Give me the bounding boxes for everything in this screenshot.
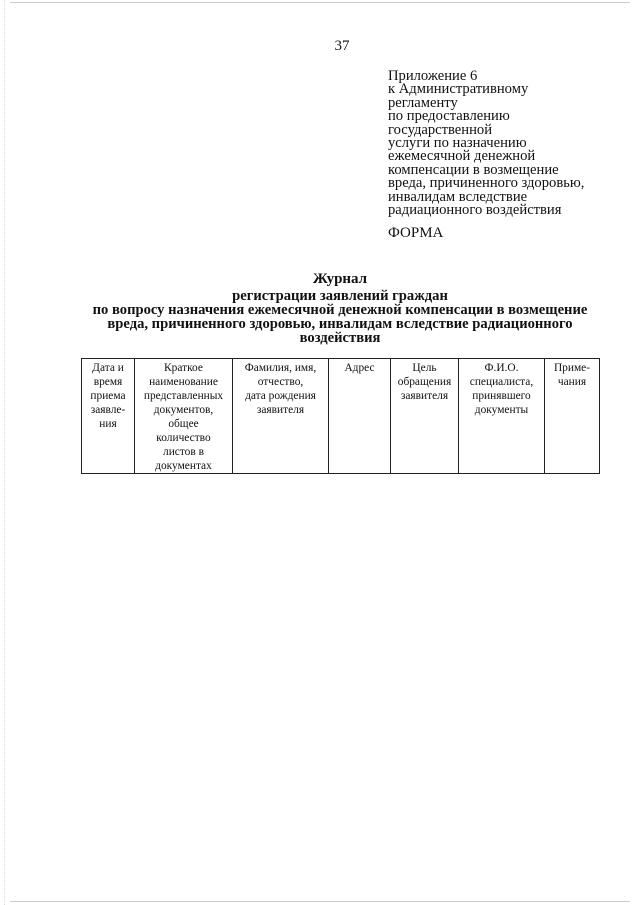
annex-line: вреда, причиненного здоровью, <box>388 175 585 192</box>
journal-title <box>60 272 620 345</box>
annex-line: по предоставлению <box>388 108 510 125</box>
form-label: ФОРМА <box>388 225 444 241</box>
annex-line: к Административному <box>388 81 529 98</box>
annex-line: ежемесячной денежной <box>388 148 536 165</box>
annex-block <box>388 70 633 217</box>
annex-line: компенсации в возмещение <box>388 161 559 178</box>
column-header-purpose: Цель обращения заявителя <box>391 359 459 474</box>
title-line-journal: Журнал <box>312 271 368 287</box>
annex-line: инвалидам вследствие <box>388 188 528 205</box>
annex-line: услуги по назначению <box>388 135 527 152</box>
journal-table <box>81 358 600 474</box>
table-header-row <box>82 359 600 474</box>
page-top-edge <box>10 2 630 3</box>
column-header-documents: Краткое наименование представленных документов, общее количество листов в документах <box>135 359 233 474</box>
annex-line: государственной <box>388 121 493 138</box>
column-header-address: Адрес <box>329 359 391 474</box>
page-number: 37 <box>334 38 350 54</box>
column-header-applicant-name: Фамилия, имя, отчество, дата рождения заявителя <box>233 359 329 474</box>
title-line: регистрации заявлений граждан <box>232 288 448 304</box>
page-left-edge <box>4 0 5 905</box>
title-line: по вопросу назначения ежемесячной денежной компенсации в возмещение <box>92 302 588 318</box>
page-bottom-edge <box>10 901 630 902</box>
title-line: воздействия <box>299 330 381 346</box>
column-header-date: Дата и время приема заявле- ния <box>82 359 135 474</box>
annex-line: регламенту <box>388 94 458 111</box>
title-line: вреда, причиненного здоровью, инвалидам вследствие радиационного <box>107 316 573 332</box>
column-header-notes: Приме- чания <box>545 359 600 474</box>
annex-line: Приложение 6 <box>388 68 478 84</box>
annex-line: радиационного воздействия <box>388 202 562 219</box>
column-header-specialist: Ф.И.О. специалиста, принявшего документы <box>459 359 545 474</box>
